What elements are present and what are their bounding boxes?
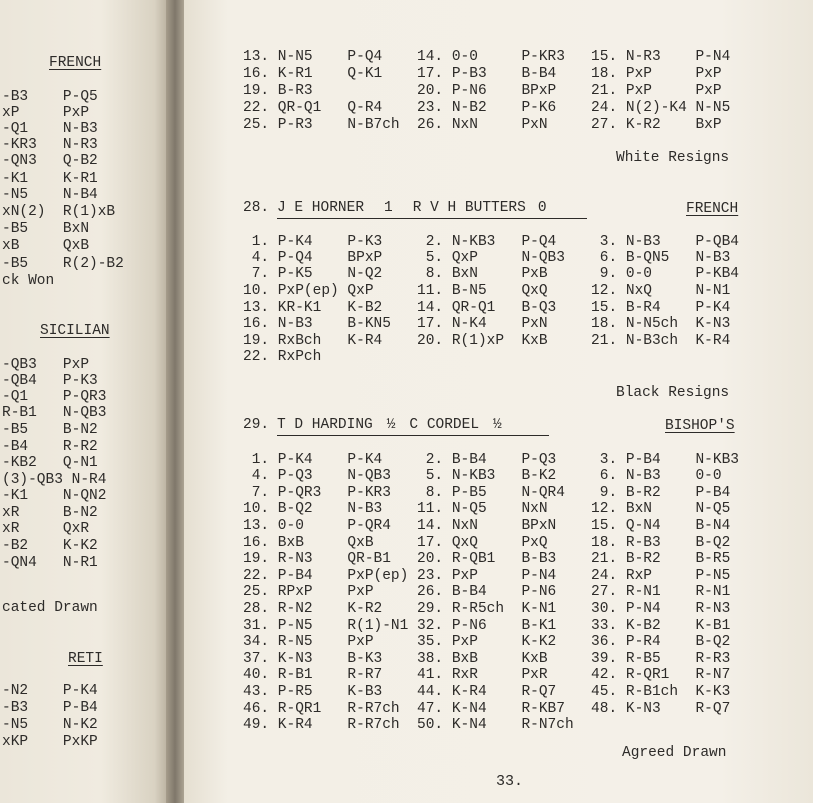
move-line: 19. R-N3 QR-B1 20. R-QB1 B-B3 21. B-R2 B-R5 (243, 551, 731, 567)
white-player: J E HORNER (277, 200, 365, 216)
left-line: xKP PxKP (2, 734, 98, 750)
left-line: -B5 B-N2 (2, 422, 98, 438)
game-number: 28. (243, 200, 270, 216)
opening-heading-sicilian: SICILIAN (40, 323, 110, 339)
move-line: 25. RPxP PxP 26. B-B4 P-N6 27. R-N1 R-N1 (243, 584, 731, 600)
move-line: 1. P-K4 P-K4 2. B-B4 P-Q3 3. P-B4 N-KB3 (243, 452, 739, 468)
move-line: 10. B-Q2 N-B3 11. N-Q5 NxN 12. BxN N-Q5 (243, 501, 731, 517)
move-line: 49. K-R4 R-R7ch 50. K-N4 R-N7ch (243, 717, 574, 733)
move-line: 13. KR-K1 K-B2 14. QR-Q1 B-Q3 15. B-R4 P-K4 (243, 300, 731, 316)
game-number: 29. (243, 417, 270, 433)
white-score: 1 (384, 200, 393, 216)
black-score: ½ (493, 417, 502, 433)
move-line: 43. P-R5 K-B3 44. K-R4 R-Q7 45. R-B1ch K-K3 (243, 684, 731, 700)
move-line: 46. R-QR1 R-R7ch 47. K-N4 R-KB7 48. K-N3 R-Q7 (243, 701, 731, 717)
opening-name: BISHOP'S (665, 418, 735, 434)
move-line: 34. R-N5 PxP 35. PxP K-K2 36. P-R4 B-Q2 (243, 634, 731, 650)
left-line: -QN4 N-R1 (2, 555, 98, 571)
left-line: -B3 P-Q5 (2, 89, 98, 105)
move-line: 28. R-N2 K-R2 29. R-R5ch K-N1 30. P-N4 R-N3 (243, 601, 731, 617)
move-line: 1. P-K4 P-K3 2. N-KB3 P-Q4 3. N-B3 P-QB4 (243, 234, 739, 250)
game-result: White Resigns (616, 150, 730, 166)
left-line: (3)-QB3 N-R4 (2, 472, 107, 488)
move-line: 16. N-B3 B-KN5 17. N-K4 PxN 18. N-N5ch K-N3 (243, 316, 731, 332)
game-header-players (277, 200, 587, 219)
move-line: 10. PxP(ep) QxP 11. B-N5 QxQ 12. NxQ N-N1 (243, 283, 731, 299)
black-player: R V H BUTTERS (412, 200, 526, 216)
left-line: ck Won (2, 273, 55, 289)
left-line: -KB2 Q-N1 (2, 455, 98, 471)
move-line: 22. RxPch (243, 349, 322, 365)
left-line: xN(2) R(1)xB (2, 204, 116, 220)
left-line: -B3 P-B4 (2, 700, 98, 716)
move-line: 7. P-K5 N-Q2 8. BxN PxB 9. 0-0 P-KB4 (243, 266, 739, 282)
move-line: 40. R-B1 R-R7 41. RxR PxR 42. R-QR1 R-N7 (243, 667, 731, 683)
opening-heading-reti: RETI (68, 651, 103, 667)
left-line: -B5 BxN (2, 221, 90, 237)
left-line: -Q1 N-B3 (2, 121, 98, 137)
left-line: -K1 N-QN2 (2, 488, 107, 504)
game-header-players (277, 417, 549, 436)
left-line: -K1 K-R1 (2, 171, 98, 187)
move-line: 22. P-B4 PxP(ep) 23. PxP P-N4 24. RxP P-N5 (243, 568, 731, 584)
game-result: Agreed Drawn (622, 745, 727, 761)
move-line: 7. P-QR3 P-KR3 8. P-B5 N-QR4 9. B-R2 P-B4 (243, 485, 731, 501)
left-line: xP PxP (2, 105, 90, 121)
left-line: -B2 K-K2 (2, 538, 98, 554)
move-line: 16. BxB QxB 17. QxQ PxQ 18. R-B3 B-Q2 (243, 535, 731, 551)
move-line: 37. K-N3 B-K3 38. BxB KxB 39. R-B5 R-R3 (243, 651, 731, 667)
left-line: -N2 P-K4 (2, 683, 98, 699)
left-line: xR QxR (2, 521, 90, 537)
move-line: 13. 0-0 P-QR4 14. NxN BPxN 15. Q-N4 B-N4 (243, 518, 731, 534)
move-line: 25. P-R3 N-B7ch 26. NxN PxN 27. K-R2 BxP (243, 117, 722, 133)
left-page (0, 0, 168, 803)
move-line: 19. RxBch K-R4 20. R(1)xP KxB 21. N-B3ch K-R4 (243, 333, 731, 349)
left-line: cated Drawn (2, 600, 98, 616)
opening-name: FRENCH (686, 201, 739, 217)
move-line: 16. K-R1 Q-K1 17. P-B3 B-B4 18. PxP PxP (243, 66, 722, 82)
move-line: 31. P-N5 R(1)-N1 32. P-N6 B-K1 33. K-B2 K-B1 (243, 618, 731, 634)
opening-heading-french: FRENCH (49, 55, 102, 71)
left-line: -KR3 N-R3 (2, 137, 98, 153)
left-line: xR B-N2 (2, 505, 98, 521)
book-gutter (166, 0, 186, 803)
left-line: -QN3 Q-B2 (2, 153, 98, 169)
black-score: 0 (537, 200, 547, 216)
left-line: -QB4 P-K3 (2, 373, 98, 389)
left-line: -N5 N-B4 (2, 187, 98, 203)
left-line: -B4 R-R2 (2, 439, 98, 455)
white-score: ½ (386, 417, 396, 433)
left-line: -N5 N-K2 (2, 717, 98, 733)
right-page (184, 0, 813, 803)
move-line: 4. P-Q3 N-QB3 5. N-KB3 B-K2 6. N-B3 0-0 (243, 468, 722, 484)
white-player: T D HARDING (277, 417, 373, 433)
left-line: -B5 R(2)-B2 (2, 256, 124, 272)
move-line: 22. QR-Q1 Q-R4 23. N-B2 P-K6 24. N(2)-K4 N-N5 (243, 100, 731, 116)
left-line: -QB3 PxP (2, 357, 90, 373)
left-line: -Q1 P-QR3 (2, 389, 107, 405)
game-result: Black Resigns (616, 385, 730, 401)
move-line: 4. P-Q4 BPxP 5. QxP N-QB3 6. B-QN5 N-B3 (243, 250, 731, 266)
page-number: 33. (496, 773, 524, 790)
left-line: xB QxB (2, 238, 90, 254)
move-line: 19. B-R3 20. P-N6 BPxP 21. PxP PxP (243, 83, 722, 99)
black-player: C CORDEL (409, 417, 480, 433)
left-line: R-B1 N-QB3 (2, 405, 107, 421)
move-line: 13. N-N5 P-Q4 14. 0-0 P-KR3 15. N-R3 P-N4 (243, 49, 731, 65)
